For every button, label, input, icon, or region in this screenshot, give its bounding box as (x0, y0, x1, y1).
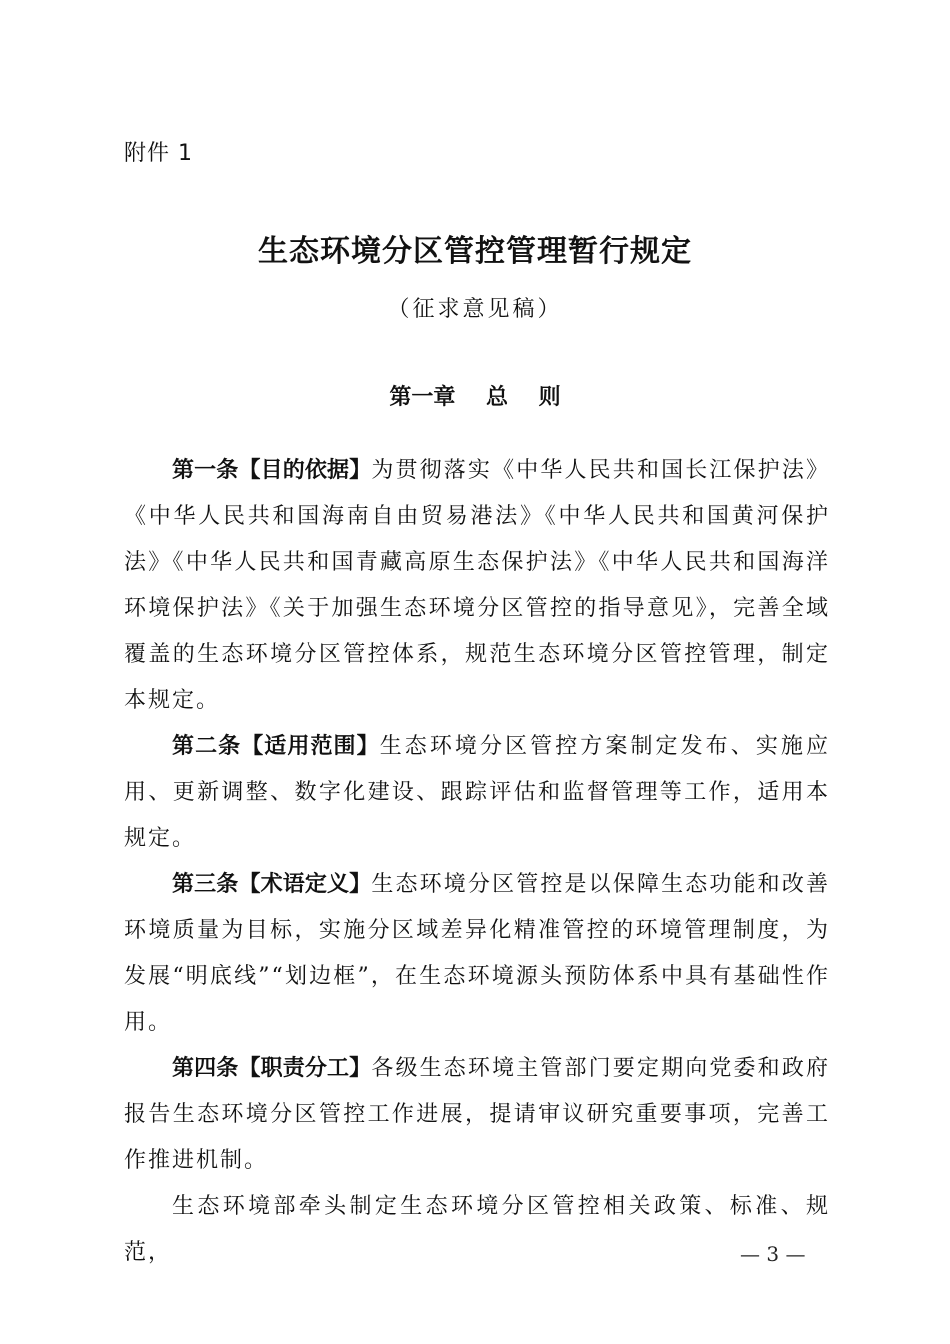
article-4-heading: 第四条【职责分工】 (172, 1056, 372, 1081)
article-1-text: 为贯彻落实《中华人民共和国长江保护法》《中华人民共和国海南自由贸易港法》《中华人民共和国黄河保护法》《中华人民共和国青藏高原生态保护法》《中华人民共和国海洋环境保护法》《关于加强生态环境分区管控的指导意见》，完善全域覆盖的生态环境分区管控体系，规范生态环境分区管控管理，制定本规定。 (124, 458, 830, 713)
chapter-heading: 第一章 总 则 (389, 385, 561, 410)
article-2 (124, 724, 830, 862)
article-3-text: 生态环境分区管控是以保障生态功能和改善环境质量为目标，实施分区域差异化精准管控的环境管理制度，为发展“明底线”“划边框”，在生态环境源头预防体系中具有基础性作用。 (124, 872, 830, 1035)
document-subtitle: （征求意见稿） (387, 297, 563, 322)
article-2-text: 生态环境分区管控方案制定发布、实施应用、更新调整、数字化建设、跟踪评估和监督管理等工作，适用本规定。 (124, 734, 830, 851)
article-4-text: 各级生态环境主管部门要定期向党委和政府报告生态环境分区管控工作进展，提请审议研究重要事项，完善工作推进机制。 (124, 1056, 830, 1173)
article-1 (124, 448, 830, 724)
continuation-paragraph: 生态环境部牵头制定生态环境分区管控相关政策、标准、规范， (124, 1194, 830, 1265)
article-1-heading: 第一条【目的依据】 (172, 458, 372, 483)
article-2-heading: 第二条【适用范围】 (172, 734, 380, 759)
attachment-label: 附件 1 (124, 141, 193, 166)
article-4 (124, 1046, 830, 1184)
document-body (124, 448, 830, 1276)
document-title: 生态环境分区管控管理暂行规定 (258, 234, 692, 269)
page-number: — 3 — (740, 1242, 806, 1266)
article-3 (124, 862, 830, 1046)
article-3-heading: 第三条【术语定义】 (172, 872, 372, 897)
